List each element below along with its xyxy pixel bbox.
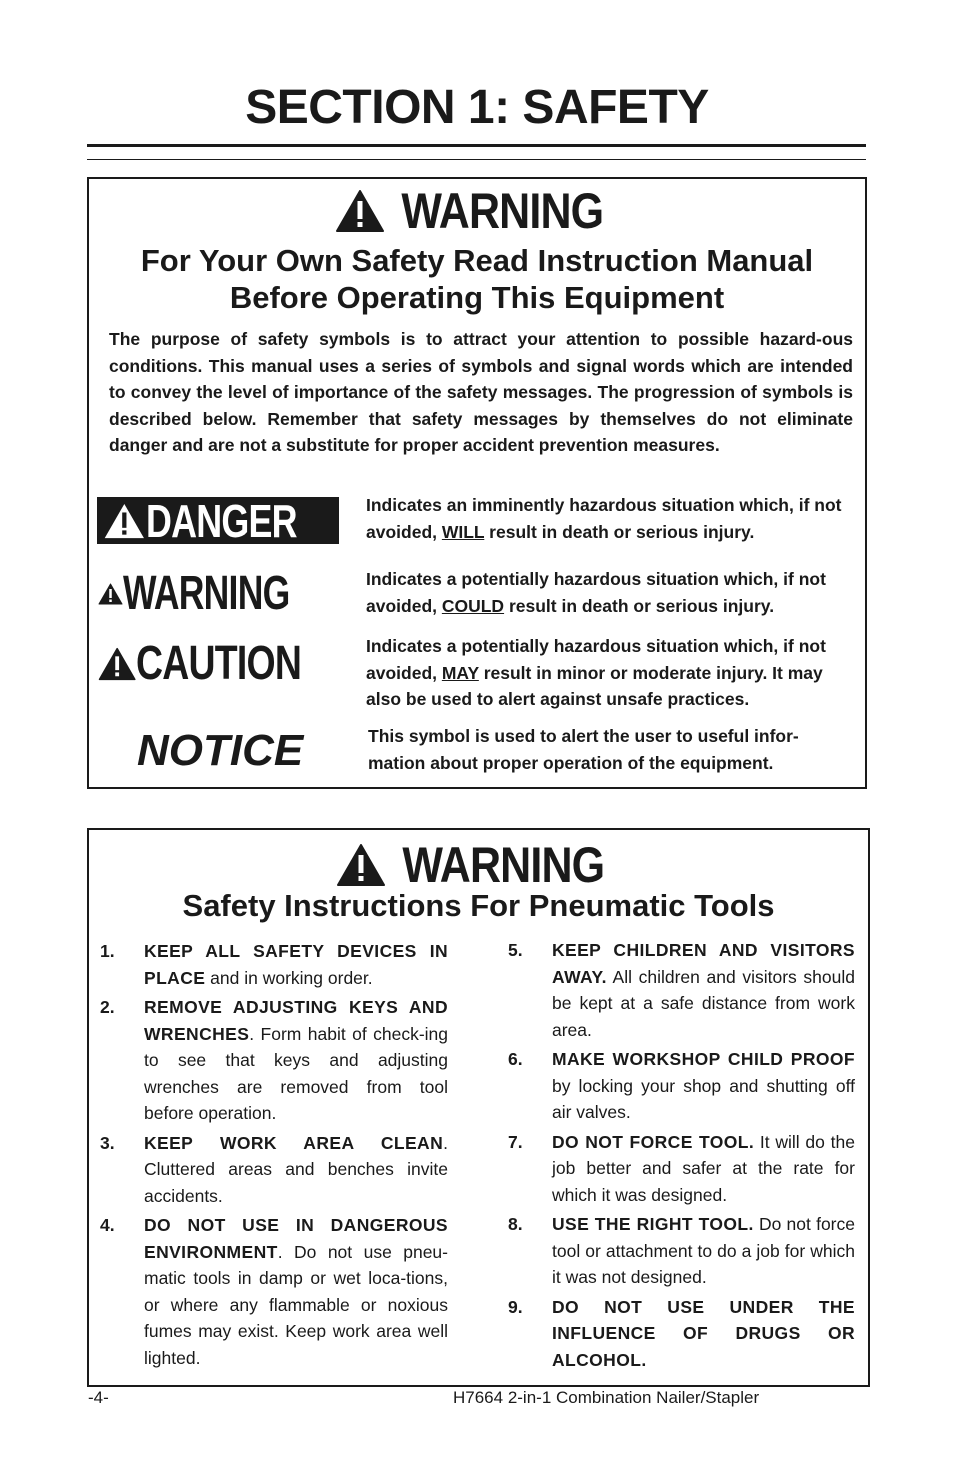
notice-description: This symbol is used to alert the user to useful infor-mation about proper operation of the equipment.	[368, 726, 799, 773]
warning-description: Indicates a potentially hazardous situation which, if not avoided, COULD result in death or serious injury.	[366, 569, 826, 616]
list-item-lead: REMOVE ADJUSTING KEYS AND WRENCHES	[144, 997, 448, 1044]
list-item	[508, 937, 855, 1043]
list-item-lead: KEEP ALL SAFETY DEVICES IN PLACE	[144, 941, 448, 988]
list-item-lead: DO NOT USE IN DANGEROUS ENVIRONMENT	[144, 1215, 448, 1262]
danger-emphasis: WILL	[441, 521, 485, 542]
caution-label	[98, 637, 348, 690]
list-item-rest: by locking your shop and shutting off air valves.	[552, 1075, 855, 1122]
list-item-text	[144, 1130, 448, 1210]
safety-list-right	[508, 937, 855, 1376]
caution-description: Indicates a potentially hazardous situation which, if not avoided, MAY result in minor or moderate injury. It may also be used to alert against unsafe practices.	[366, 636, 826, 709]
list-item-number: 7.	[508, 1131, 523, 1152]
list-item	[100, 1130, 448, 1210]
list-item-rest: . Cluttered areas and benches invite accidents.	[144, 1132, 448, 1206]
list-item	[508, 1046, 855, 1126]
warning-triangle-icon	[103, 501, 146, 541]
list-item-rest: . Form habit of check-ing to see that keys and adjusting wrenches are removed from tool before operation.	[144, 1023, 448, 1123]
list-item	[508, 1211, 855, 1291]
list-item-text	[144, 1212, 448, 1371]
box1-heading	[87, 242, 867, 316]
list-item-number: 3.	[100, 1132, 115, 1153]
caution-word: CAUTION	[136, 637, 302, 690]
danger-description: Indicates an imminently hazardous situation which, if not avoided, WILL result in death or serious injury.	[366, 495, 842, 542]
notice-label: NOTICE	[137, 726, 304, 775]
footer-title: H7664 2-in-1 Combination Nailer/Stapler	[453, 1388, 760, 1407]
list-item-lead: USE THE RIGHT TOOL.	[552, 1214, 754, 1234]
list-item-lead: KEEP WORK AREA CLEAN	[144, 1132, 444, 1153]
warning-word: WARNING	[123, 567, 290, 620]
list-item-lead: MAKE WORKSHOP CHILD PROOF	[552, 1049, 855, 1069]
list-item-rest: All children and visitors should be kept at a safe distance from work area.	[552, 966, 855, 1040]
warning-triangle-icon	[335, 189, 385, 233]
list-item-text	[552, 1046, 855, 1126]
box2-warning-banner	[87, 837, 870, 893]
page-title: SECTION 1: SAFETY	[245, 81, 709, 134]
page-number: -4-	[88, 1388, 109, 1407]
box1-heading-line2: Before Operating This Equipment	[229, 280, 725, 315]
list-item-text	[552, 937, 855, 1043]
title-rule-thin	[87, 159, 866, 160]
safety-list-left	[100, 938, 448, 1374]
list-item-lead: DO NOT USE UNDER THE INFLUENCE OF DRUGS OR ALCOHOL.	[552, 1296, 855, 1370]
list-item-text	[552, 1129, 855, 1209]
list-item-number: 9.	[508, 1296, 523, 1317]
list-item-number: 8.	[508, 1214, 523, 1234]
list-item	[100, 938, 448, 991]
warning-triangle-icon	[98, 573, 123, 615]
warning-triangle-icon	[336, 843, 386, 887]
list-item-rest: It will do the job better and safer at the rate for which it was designed.	[552, 1131, 855, 1205]
list-item-text	[144, 994, 448, 1127]
box1-warning-word: WARNING	[401, 183, 603, 239]
list-item-number: 5.	[508, 940, 523, 960]
box2-heading: Safety Instructions For Pneumatic Tools	[182, 888, 775, 923]
list-item-number: 2.	[100, 997, 115, 1017]
danger-word: DANGER	[145, 494, 297, 547]
list-item-text	[552, 1211, 855, 1291]
list-item-rest: Do not force tool or attachment to do a job for which it was not designed.	[552, 1214, 855, 1287]
list-item	[508, 1129, 855, 1209]
list-item-text	[552, 1294, 855, 1374]
warning-emphasis: COULD	[441, 595, 505, 616]
list-item-lead: DO NOT FORCE TOOL.	[552, 1131, 755, 1152]
list-item-lead: KEEP CHILDREN AND VISITORS AWAY.	[552, 940, 855, 987]
danger-label	[97, 494, 339, 547]
warning-label	[98, 567, 348, 620]
box1-heading-line1: For Your Own Safety Read Instruction Manual	[140, 243, 814, 278]
list-item	[100, 994, 448, 1127]
list-item-number: 4.	[100, 1215, 115, 1235]
warning-triangle-icon	[98, 643, 136, 685]
title-rule-thick	[87, 144, 866, 147]
list-item-text	[144, 938, 448, 991]
box1-warning-banner	[87, 183, 867, 239]
box2-warning-word: WARNING	[402, 837, 605, 893]
list-item-number: 1.	[100, 941, 115, 961]
list-item	[508, 1294, 855, 1374]
caution-emphasis: MAY	[441, 662, 479, 683]
list-item-number: 6.	[508, 1049, 523, 1069]
box1-intro: The purpose of safety symbols is to attract your attention to possible hazard-ous conditions. This manual uses a series of symbols and signal words which are intended to convey the level of importance of the safety messages. The progression of symbols is described below. Remember that safety messages by themselves do not eliminate danger and are not a substitute for proper accident prevention measures.	[109, 329, 853, 455]
list-item-rest: . Do not use pneu-matic tools in damp or wet loca-tions, or where any flammable or noxious fumes may exist. Keep work area well lighted.	[144, 1241, 448, 1368]
list-item	[100, 1212, 448, 1371]
list-item-rest: and in working order.	[205, 967, 373, 988]
